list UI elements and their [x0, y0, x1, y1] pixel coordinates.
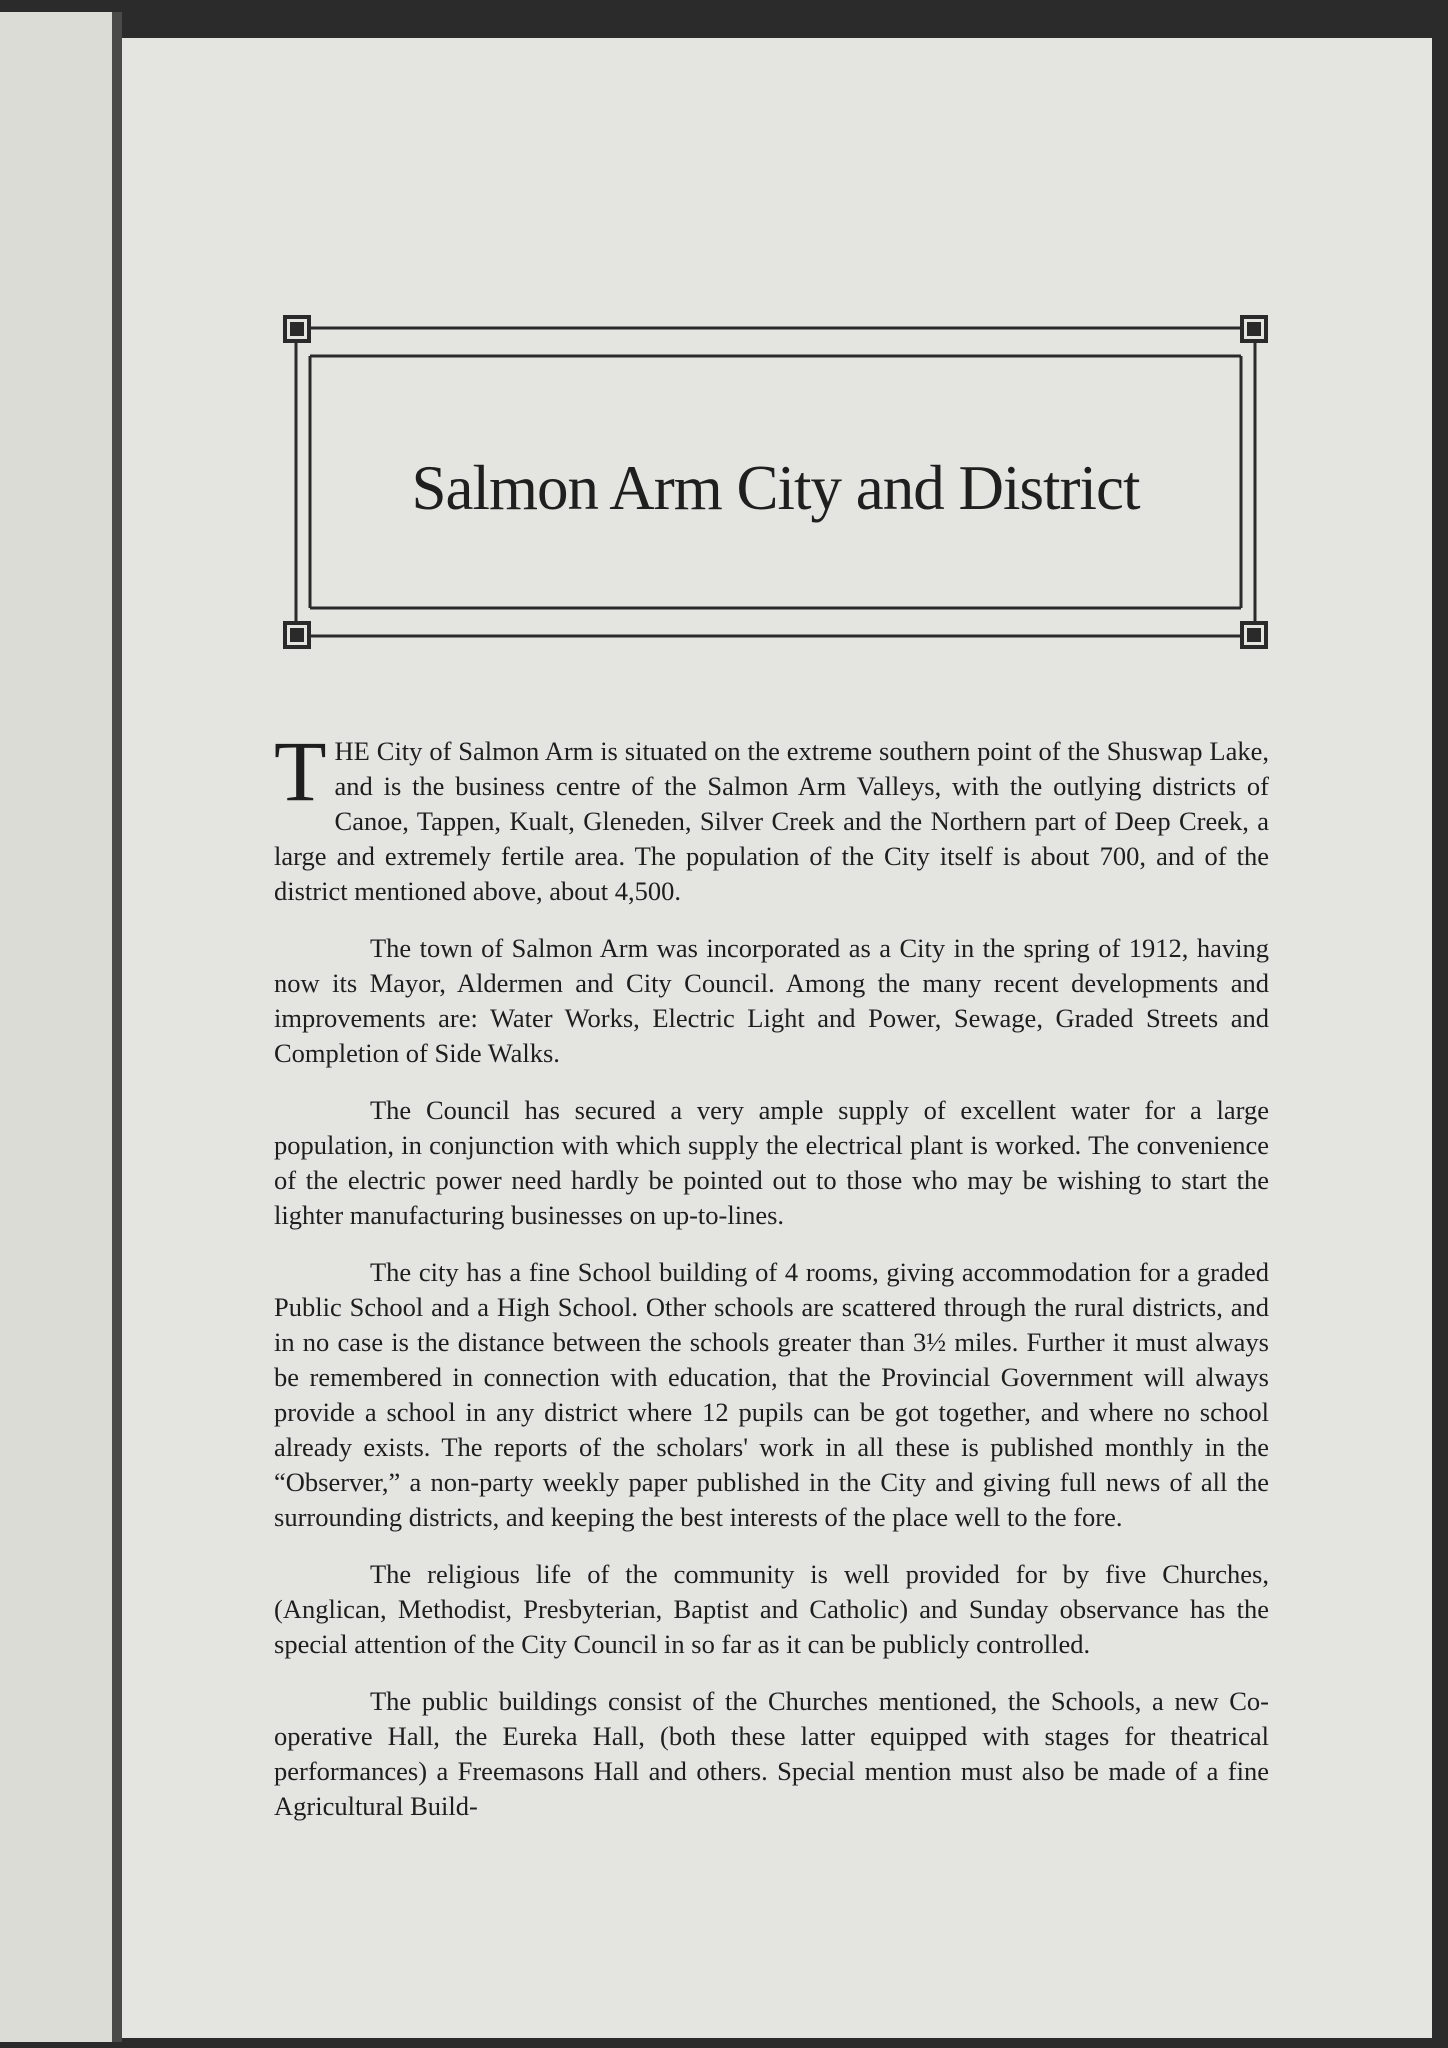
facing-page-edge — [0, 12, 112, 2042]
paragraph: The Council has secured a very ample supply of excellent water for a large population, in conjunction with which supply the electrical plant is worked. The convenience of the electric power need hardly be pointed out to those who may be wishing to start the lighter manufacturing businesses on up-to-lines. — [274, 1095, 1269, 1230]
page — [122, 38, 1432, 2038]
page-title: Salmon Arm City and District — [411, 453, 1140, 523]
article-body — [274, 723, 1269, 1846]
book-gutter — [112, 12, 122, 2042]
paragraph: The public buildings consist of the Churches mentioned, the Schools, a new Co-operative Hall, the Eureka Hall, (both these latter equipped with stages for theatrical performances) a Freemasons Hall and others. Special mention must also be made of a fine Agricultural Build- — [274, 1686, 1269, 1821]
paragraph: The town of Salmon Arm was incorporated as a City in the spring of 1912, having now its Mayor, Aldermen and City Council. Among the many recent developments and improvements are: Water Works, Electric Light and Power, Sewage, Graded Streets and Completion of Side Walks. — [274, 933, 1269, 1068]
title-frame — [282, 314, 1269, 650]
paragraph — [274, 723, 1269, 909]
paragraph-text: HE City of Salmon Arm is situated on the extreme southern point of the Shuswap Lake, and is the business centre of the Salmon Arm Valleys, with the outlying districts of Canoe, Tappen, Kualt, Gleneden, Silver Creek and the Northern part of Deep Creek, a large and extremely fertile area. The population of the City itself is about 700, and of the district mentioned above, about 4,500. — [274, 736, 1269, 906]
paragraph: The religious life of the community is well provided for by five Churches, (Anglican, Methodist, Presbyterian, Baptist and Catholic) and Sunday observance has the special attention of the City Council in so far as it can be publicly controlled. — [274, 1559, 1269, 1659]
paragraph: The city has a fine School building of 4 rooms, giving accommodation for a graded Public School and a High School. Other schools are scattered through the rural districts, and in no case is the distance between the schools greater than 3½ miles. Further it must always be remembered in connection with education, that the Provincial Government will always provide a school in any district where 12 pupils can be got together, and where no school already exists. The reports of the scholars' work in all these is published monthly in the “Observer,” a non-party weekly paper published in the City and giving full news of all the surrounding districts, and keeping the best interests of the place well to the fore. — [274, 1257, 1269, 1532]
drop-cap: T — [274, 723, 327, 819]
